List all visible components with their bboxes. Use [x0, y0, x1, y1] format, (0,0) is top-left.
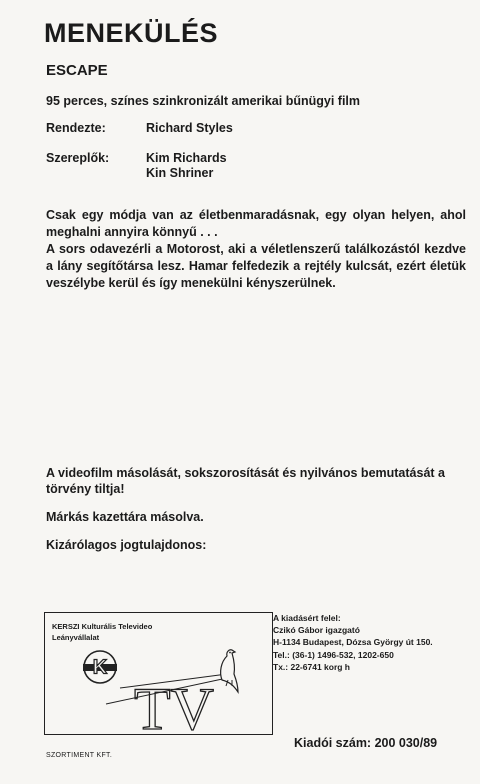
- ktv-logo: [44, 612, 273, 735]
- director-label: Rendezte:: [46, 121, 106, 135]
- cassette-note: Márkás kazettára másolva.: [46, 510, 204, 524]
- publisher-line: Tx.: 22-6741 korg h: [273, 661, 351, 672]
- director-name: Richard Styles: [146, 121, 233, 135]
- distributor-name: SZORTIMENT KFT.: [46, 752, 113, 759]
- cast-member: Kin Shriner: [146, 166, 214, 180]
- cast-label: Szereplők:: [46, 151, 110, 165]
- synopsis-tagline: Csak egy módja van az életbenmaradásnak, egy olyan helyen, ahol meghalni annyira könnyű . . .: [46, 208, 466, 239]
- copy-warning: A videofilm másolását, sokszorosítását és nyilvános bemutatását a törvény tiltja!: [46, 466, 445, 496]
- legal-notice: [46, 465, 446, 565]
- bird-icon: [221, 650, 238, 692]
- publisher-line: Czikó Gábor igazgató: [273, 625, 360, 636]
- synopsis: [46, 207, 466, 292]
- k-emblem-letter: K: [92, 656, 108, 679]
- publisher-line: A kiadásért felel:: [273, 613, 341, 623]
- org-name-line: KERSZI Kulturális Televideo: [52, 622, 153, 631]
- cast-list: [146, 151, 227, 181]
- publisher-line: H-1134 Budapest, Dózsa György út 150.: [273, 637, 433, 648]
- tv-letters: TV: [134, 676, 214, 735]
- rights-holder-label: Kizárólagos jogtulajdonos:: [46, 538, 207, 552]
- film-description: 95 perces, színes szinkronizált amerikai bűnügyi film: [46, 94, 361, 108]
- org-name-line: Leányvállalat: [52, 633, 100, 642]
- catalog-number: Kiadói szám: 200 030/89: [294, 736, 438, 750]
- publisher-line: Tel.: (36-1) 1496-532, 1202-650: [273, 649, 394, 660]
- film-original-title: ESCAPE: [46, 62, 108, 79]
- film-title: MENEKÜLÉS: [44, 18, 219, 48]
- cast-member: Kim Richards: [146, 151, 227, 165]
- synopsis-plot: A sors odavezérli a Motorost, aki a véletlenszerű találkozástól kezdve a lány segítőtársa lesz. Hamar felfedezik a rejtély kulcsát, ezért életük veszélybe kerül és így menekülni kényszerülnek.: [46, 242, 466, 290]
- publisher-info: [273, 612, 433, 673]
